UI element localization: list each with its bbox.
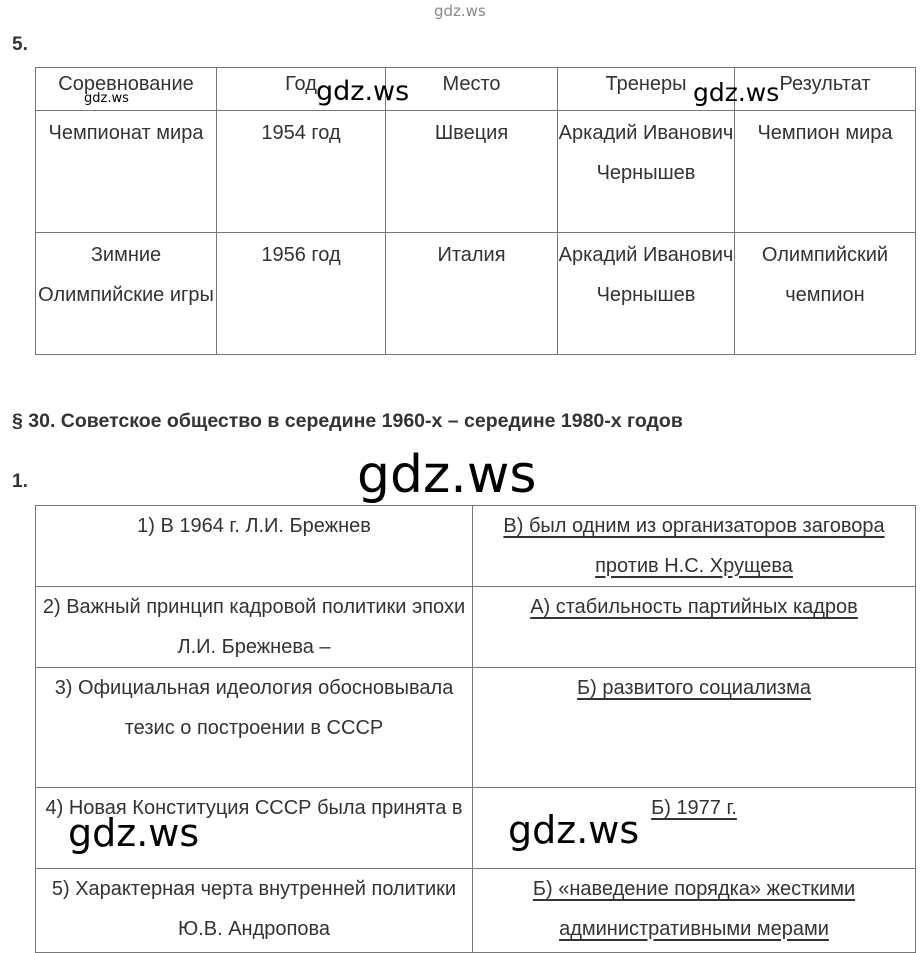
watermark-top: gdz.ws — [434, 2, 486, 20]
question-cell: 5) Характерная черта внутренней политики Ю.В. Андропова — [36, 869, 473, 953]
answer-text: Б) «наведение порядка» жесткими административными мерами — [532, 878, 856, 940]
watermark-lower-right: gdz.ws — [508, 808, 640, 852]
question-cell: 2) Важный принцип кадровой политики эпохи Л.И. Брежнева – — [36, 587, 473, 668]
watermark-small: gdz.ws — [84, 91, 129, 106]
table-cell: Чемпион мира — [735, 111, 916, 233]
table-header-row — [36, 68, 916, 111]
answer-text: Б) развитого социализма — [577, 677, 811, 699]
table-row — [36, 233, 916, 355]
answer-text: Б) 1977 г. — [651, 797, 737, 819]
table-cell: Италия — [386, 233, 558, 355]
answer-cell — [473, 668, 916, 788]
answer-text: В) был одним из организаторов заговора против Н.С. Хрущева — [503, 515, 885, 577]
table-row — [36, 869, 916, 953]
header-cell-year: Год — [217, 68, 386, 111]
table-cell: Зимние Олимпийские игры — [36, 233, 217, 355]
watermark-large: gdz.ws — [357, 445, 537, 505]
task-1-number: 1. — [12, 471, 28, 492]
header-cell-result: Результат — [735, 68, 916, 111]
task-5-number: 5. — [12, 34, 28, 55]
table-row — [36, 587, 916, 668]
answer-cell — [473, 869, 916, 953]
task-5-table — [35, 67, 916, 355]
watermark-header-year: gdz.ws — [316, 76, 410, 107]
section-heading: § 30. Советское общество в середине 1960-х – середине 1980-х годов — [12, 410, 683, 432]
answer-text: А) стабильность партийных кадров — [530, 596, 858, 618]
question-cell: 1) В 1964 г. Л.И. Брежнев — [36, 506, 473, 587]
table-cell: 1954 год — [217, 111, 386, 233]
table-row — [36, 111, 916, 233]
table-cell: Швеция — [386, 111, 558, 233]
table-cell: Аркадий Иванович Чернышев — [558, 233, 735, 355]
table-cell: Чемпионат мира — [36, 111, 217, 233]
header-cell-coaches: Тренеры — [558, 68, 735, 111]
answer-cell — [473, 587, 916, 668]
question-cell: 3) Официальная идеология обосновывала тезис о построении в СССР — [36, 668, 473, 788]
table-cell: Аркадий Иванович Чернышев — [558, 111, 735, 233]
question-cell: 4) Новая Конституция СССР была принята в — [36, 788, 473, 869]
watermark-lower-left: gdz.ws — [68, 811, 200, 855]
table-cell: 1956 год — [217, 233, 386, 355]
task-1-table — [35, 505, 916, 953]
header-cell-competition: Соревнование — [36, 68, 217, 111]
table-row — [36, 668, 916, 788]
header-cell-place: Место — [386, 68, 558, 111]
table-cell: Олимпийский чемпион — [735, 233, 916, 355]
watermark-header-coaches: gdz.ws — [693, 78, 780, 107]
table-row — [36, 506, 916, 587]
answer-cell — [473, 506, 916, 587]
